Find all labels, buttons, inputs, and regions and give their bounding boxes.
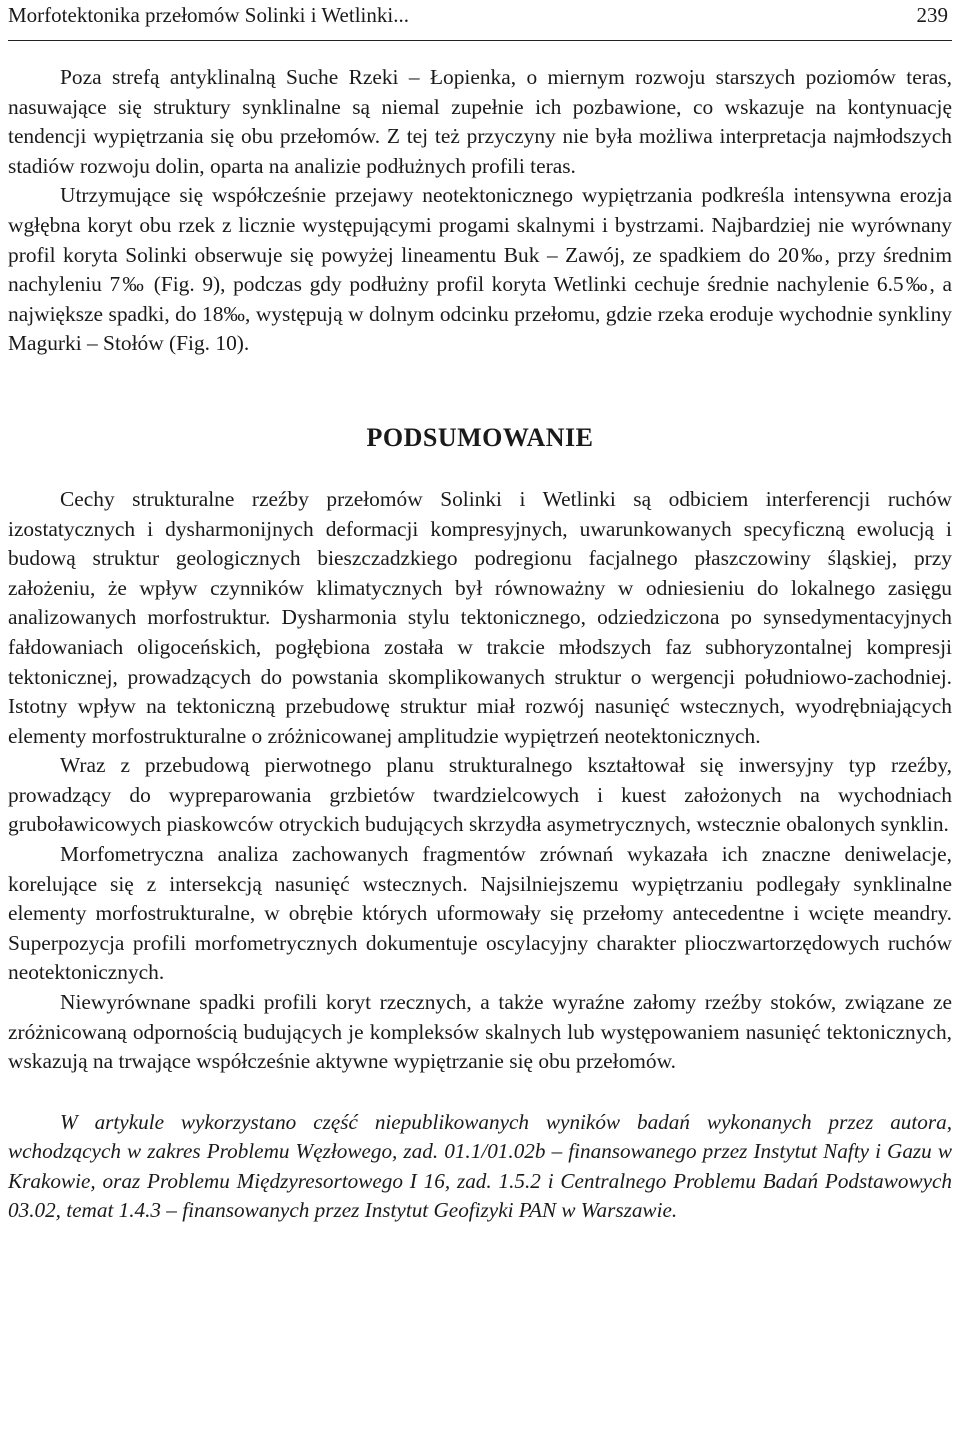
paragraph: Utrzymujące się współcześnie przejawy neotektonicznego wypiętrzania podkreśla intensywna erozja wgłębna koryt obu rzek z licznie występującymi progami skalnymi i bystrzami. Najbardziej nie wyrównany profil koryta Solinki obserwuje się powyżej lineamentu Buk – Zawój, ze spadkiem do 20‰, przy średnim nachyleniu 7‰ (Fig. 9), podczas gdy podłużny profil koryta Wetlinki cechuje średnie nachylenie 6.5‰, a największe spadki, do 18‰, występują w dolnym odcinku przełomu, gdzie rzeka eroduje wychodnie synkliny Magurki – Stołów (Fig. 10). [8,183,952,356]
section-heading: PODSUMOWANIE [366,422,594,452]
header-title: Morfotektonika przełomów Solinki i Wetlinki... [8,3,409,27]
article-body [8,63,952,1077]
acknowledgement-text: W artykule wykorzystano część niepublikowanych wyników badań wykonanych przez autora, wchodzących w zakres Problemu Węzłowego, zad. 01.1/01.02b – finansowanego przez Instytut Nafty i Gazu w Krakowie, oraz Problemu Międzyresortowego I 16, zad. 1.5.2 i Centralnego Problemu Badań Podstawowych 03.02, temat 1.4.3 – finansowanych przez Instytut Geofizyki PAN w Warszawie. [8,1109,952,1223]
running-header [8,0,952,41]
paragraph: Cechy strukturalne rzeźby przełomów Solinki i Wetlinki są odbiciem interferencji ruchów izostatycznych i dysharmonijnych deformacji kompresyjnych, uwarunkowanych specyficzną ewolucją i budową struktur geologicznych bieszczadzkiego podregionu facjalnego płaszczowiny śląskiej, przy założeniu, że wpływ czynników klimatycznych był równoważny w odniesieniu do lokalnego zasięgu analizowanych morfostruktur. Dysharmonia stylu tektonicznego, odziedziczona po synsedymentacyjnych fałdowaniach oligoceńskich, pogłębiona została w trakcie młodszych faz subhoryzontalnej kompresji tektonicznej, prowadzących do powstania skomplikowanych struktur o wergencji południowo-zachodniej. Istotny wpływ na tektoniczną przebudowę struktur miał rozwój nasunięć wstecznych, wyodrębniających elementy morfostrukturalne o zróżnicowanej amplitudzie wypiętrzeń neotektonicznych. [8,486,952,748]
paragraph: Niewyrównane spadki profili koryt rzecznych, a także wyraźne załomy rzeźby stoków, związane ze zróżnicowaną odpornością budujących je kompleksów skalnych lub występowaniem nasunięć tektonicznych, wskazują na trwające współcześnie aktywne wypiętrzanie się obu przełomów. [8,990,952,1074]
paragraph: Wraz z przebudową pierwotnego planu strukturalnego kształtował się inwersyjny typ rzeźby, prowadzący do wypreparowania grzbietów twardzielcowych i kuest założonych na wychodniach gruboławicowych piaskowców otryckich budujących skrzydła asymetrycznych, wstecznie obalonych synklin. [8,753,952,837]
paragraph: Poza strefą antyklinalną Suche Rzeki – Łopienka, o miernym rozwoju starszych poziomów teras, nasuwające się struktury synklinalne są niemal zupełnie ich pozbawione, co wskazuje na kontynuację tendencji wypiętrzania się obu przełomów. Z tej też przyczyny nie była możliwa interpretacja najmłodszych stadiów rozwoju dolin, oparta na analizie podłużnych profili teras. [8,65,952,178]
page-number: 239 [916,3,948,27]
paragraph: Morfometryczna analiza zachowanych fragmentów zrównań wykazała ich znaczne deniwelacje, korelujące się z intersekcją nasunięć wstecznych. Najsilniejszemu wypiętrzaniu podlegały synklinalne elementy morfostrukturalne, w obrębie których uformowały się przełomy antecedentne i wcięte meandry. Superpozycja profili morfometrycznych dokumentuje oscylacyjny charakter plioczwartorzędowych ruchów neotektonicznych. [8,842,952,985]
acknowledgement [8,1108,952,1226]
